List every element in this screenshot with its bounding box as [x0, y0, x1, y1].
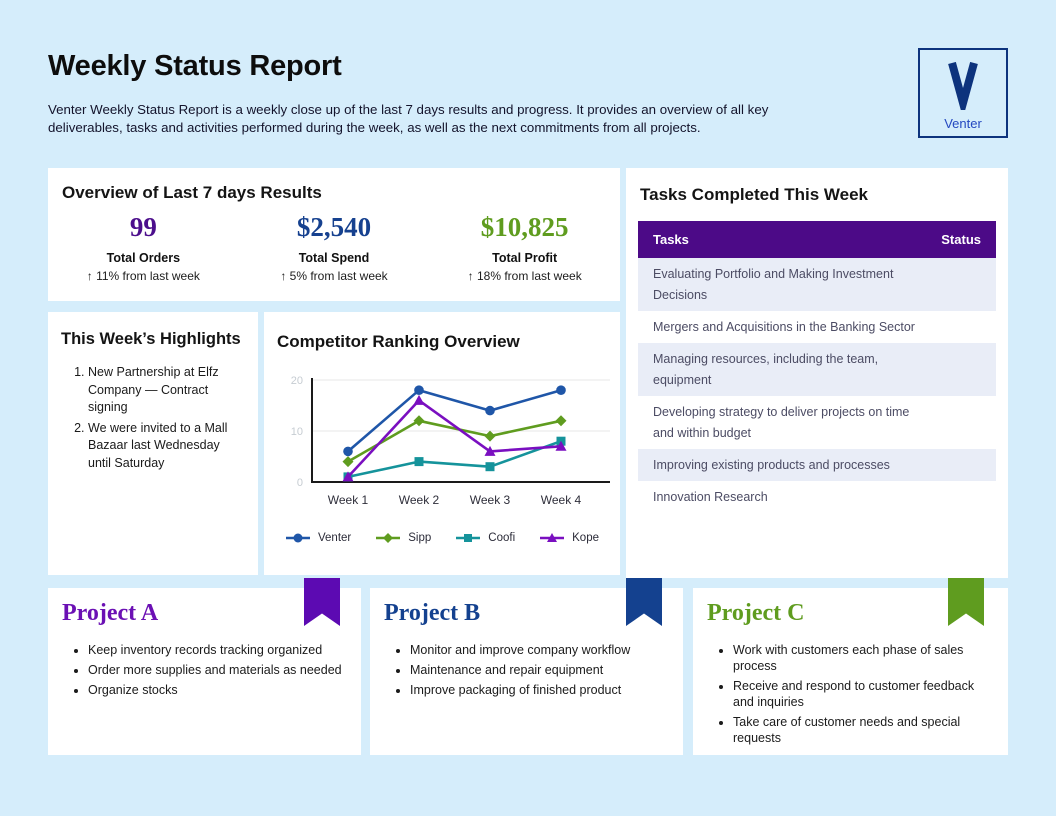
table-row	[638, 396, 996, 449]
list-item: • Work with customers each phase of sales process	[733, 642, 998, 674]
list-item: • Order more supplies and materials as needed	[88, 662, 351, 678]
square-marker-icon	[455, 532, 481, 544]
task-cell: Innovation Research	[653, 490, 768, 504]
stat-label: Total Spend	[298, 251, 370, 265]
diamond-marker-icon	[375, 532, 401, 544]
task-cell: Improving existing products and processes	[653, 458, 890, 472]
chart-legend	[264, 532, 620, 544]
list-item: • Maintenance and repair equipment	[410, 662, 673, 678]
legend-item-venter	[285, 532, 351, 544]
project-task-list	[709, 642, 998, 750]
table-row	[638, 311, 996, 343]
column-header-tasks: Tasks	[653, 232, 689, 247]
table-row	[638, 481, 996, 513]
bookmark-ribbon-icon	[304, 578, 340, 626]
task-cell: Evaluating Portfolio and Making Investment Decisions	[653, 267, 894, 302]
svg-text:Week 4: Week 4	[540, 493, 582, 507]
legend-label: Sipp	[408, 532, 432, 544]
table-row	[638, 258, 996, 311]
page-title: Weekly Status Report	[48, 50, 342, 82]
list-item: • Receive and respond to customer feedback and inquiries	[733, 678, 998, 710]
stat-delta: ↑ 5% from last week	[280, 269, 388, 283]
project-a-card	[48, 588, 361, 755]
highlights-title: This Week’s Highlights	[61, 330, 241, 348]
tasks-title: Tasks Completed This Week	[640, 185, 868, 204]
project-title: Project B	[384, 600, 481, 626]
task-cell: Managing resources, including the team, equipment	[653, 352, 879, 387]
svg-text:20: 20	[290, 375, 303, 387]
project-title: Project C	[707, 600, 805, 626]
table-row	[638, 343, 996, 396]
list-item: 2. We were invited to a Mall Bazaar last Wednesday until Saturday	[88, 420, 246, 473]
stat-delta: ↑ 11% from last week	[86, 269, 200, 283]
overview-card	[48, 168, 620, 301]
list-item: • Organize stocks	[88, 682, 351, 698]
stat-label: Total Orders	[106, 251, 181, 265]
stat-total-orders	[48, 212, 239, 283]
bookmark-ribbon-icon	[626, 578, 662, 626]
stat-value: 99	[129, 212, 157, 242]
legend-label: Venter	[318, 532, 352, 544]
table-row	[638, 449, 996, 481]
svg-text:Week 3: Week 3	[469, 493, 511, 507]
list-item: • Take care of customer needs and special requests	[733, 714, 998, 746]
stat-total-profit	[429, 212, 620, 283]
list-item: 1. New Partnership at Elfz Company — Contract signing	[88, 364, 246, 417]
stat-total-spend	[239, 212, 430, 283]
legend-item-kope	[539, 532, 599, 544]
stat-value: $2,540	[296, 212, 372, 242]
svg-text:Week 1: Week 1	[327, 493, 369, 507]
project-task-list	[386, 642, 673, 702]
highlights-card	[48, 312, 258, 575]
project-title: Project A	[62, 600, 159, 626]
legend-item-coofi	[455, 532, 515, 544]
triangle-marker-icon	[539, 532, 565, 544]
task-cell: Mergers and Acquisitions in the Banking Sector	[653, 320, 915, 334]
svg-text:Week 2: Week 2	[398, 493, 440, 507]
project-c-card	[693, 588, 1008, 755]
tasks-table-header	[638, 221, 996, 258]
overview-title: Overview of Last 7 days Results	[62, 183, 322, 202]
legend-item-sipp	[375, 532, 431, 544]
project-task-list	[64, 642, 351, 702]
project-b-card	[370, 588, 683, 755]
logo-name: Venter	[944, 116, 982, 131]
venter-v-icon	[942, 62, 984, 115]
stat-delta: ↑ 18% from last week	[467, 269, 582, 283]
legend-label: Kope	[572, 532, 599, 544]
stat-label: Total Profit	[492, 251, 558, 265]
svg-text:0: 0	[296, 477, 303, 489]
chart-title: Competitor Ranking Overview	[277, 332, 520, 351]
bookmark-ribbon-icon	[948, 578, 984, 626]
list-item: • Keep inventory records tracking organized	[88, 642, 351, 658]
tasks-table	[638, 221, 996, 513]
list-item: • Monitor and improve company workflow	[410, 642, 673, 658]
tasks-card	[626, 168, 1008, 578]
list-item: • Improve packaging of finished product	[410, 682, 673, 698]
page-description: Venter Weekly Status Report is a weekly close up of the last 7 days results and progress. It provides an overview of all key deliverables, tasks and activities performed during the week, as well as the next commitments from all projects.	[48, 102, 769, 135]
legend-label: Coofi	[488, 532, 516, 544]
stat-value: $10,825	[480, 212, 569, 242]
highlights-list	[62, 364, 246, 475]
venter-logo	[918, 48, 1008, 138]
task-cell: Developing strategy to deliver projects on time and within budget	[653, 405, 910, 440]
competitor-ranking-chart	[270, 370, 614, 516]
column-header-status: Status	[941, 232, 981, 247]
circle-marker-icon	[285, 532, 311, 544]
svg-text:10: 10	[290, 426, 303, 438]
stats-row	[48, 212, 620, 283]
competitor-ranking-card	[264, 312, 620, 575]
